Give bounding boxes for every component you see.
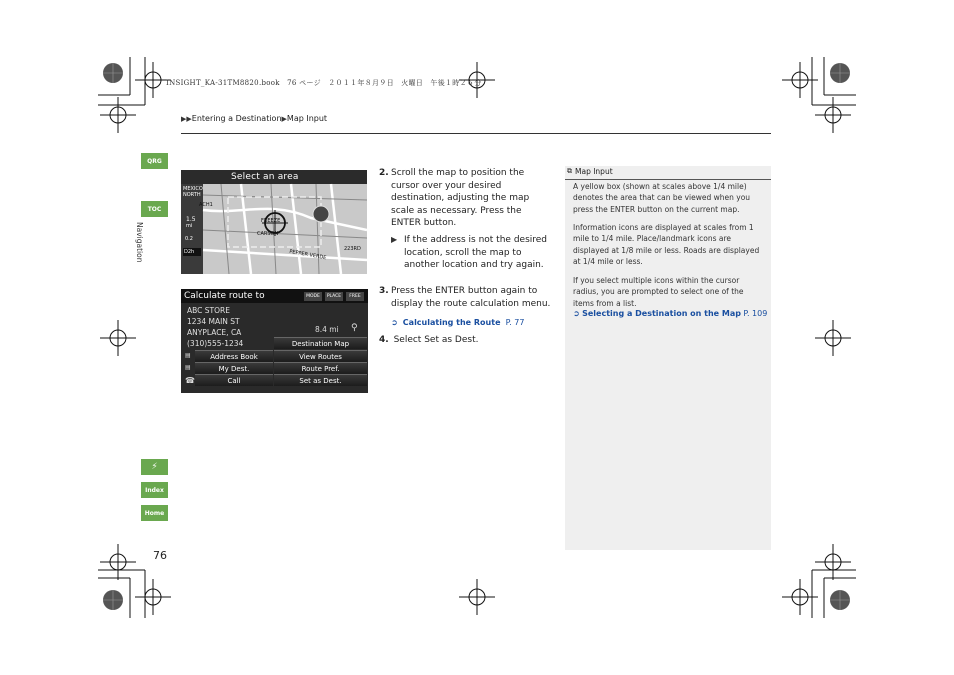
calculating-route-link[interactable]	[391, 310, 524, 329]
step-text: Scroll the map to position the cursor over your desired destination, adjusting the map scale as necessary. Press the ENTER button.	[391, 168, 530, 228]
link-text[interactable]: Selecting a Destination on the Map	[582, 309, 741, 318]
info-sidebox	[565, 166, 771, 550]
step-2-note	[391, 234, 549, 272]
address-book-icon: ▤	[185, 352, 191, 359]
sidebox-header	[565, 166, 771, 180]
section-label: Navigation	[135, 222, 144, 263]
toolbar-free-icon: FREE	[346, 292, 364, 301]
header-rule	[181, 133, 771, 134]
breadcrumb-separator-icon: ▶	[281, 115, 287, 123]
map-label: ACH1	[199, 202, 213, 208]
step-number: 4.	[379, 335, 389, 345]
map-label: CARSON	[257, 231, 279, 237]
tab-toc[interactable]: TOC	[141, 201, 168, 217]
print-header: INSIGHT_KA-31TM8820.book 76 ページ ２０１１年８月９日 火曜日 午後１時２６分	[166, 79, 482, 87]
link-page[interactable]: P. 109	[743, 309, 768, 318]
address-line: ANYPLACE, CA	[187, 328, 242, 337]
my-dest-icon: ▤	[185, 364, 191, 371]
destination-map-button[interactable]: Destination Map	[274, 337, 367, 349]
sidebox-paragraph: A yellow box (shown at scales above 1/4 mile) denotes the area that can be viewed when you press the ENTER button on the current map.	[573, 182, 751, 214]
sidebox-icon: ⧉	[567, 167, 572, 175]
tab-qrg[interactable]: QRG	[141, 153, 168, 169]
step-4	[379, 334, 549, 347]
route-distance: 8.4 mi	[315, 325, 339, 334]
map-label: PEPPER VERDE	[288, 248, 327, 262]
step-number: 3.	[379, 286, 389, 296]
sidebox-paragraph: Information icons are displayed at scales from 1 mile to 1/4 mile. Place/landmark icons are displayed at 1/8 mile or less. Roads are displayed at 1/4 mile or less.	[573, 223, 760, 267]
address-line: 1234 MAIN ST	[187, 317, 240, 326]
step-2	[379, 167, 549, 228]
page-number: 76	[153, 549, 167, 562]
route-pref-button[interactable]: Route Pref.	[274, 362, 367, 374]
set-as-dest-button[interactable]: Set as Dest.	[274, 374, 367, 386]
link-page[interactable]: P. 77	[505, 318, 525, 327]
address-line: (310)555-1234	[187, 339, 244, 348]
map-label: MEXICO	[183, 186, 203, 192]
tab-index[interactable]: Index	[141, 482, 168, 498]
step-text: Select	[393, 335, 422, 345]
xref-icon: ➲	[573, 309, 580, 318]
step-command: Set as Dest.	[424, 335, 479, 345]
note-arrow-icon: ▶	[391, 235, 398, 244]
call-button[interactable]: Call	[195, 374, 273, 386]
map-screen-image	[181, 170, 367, 274]
map-label: FREEZE	[261, 218, 281, 224]
tab-voice[interactable]	[141, 459, 168, 475]
my-dest-button[interactable]: My Dest.	[195, 362, 273, 374]
breadcrumb	[181, 114, 327, 123]
map-scale-unit: mi	[186, 223, 193, 229]
address-line: ABC STORE	[187, 306, 230, 315]
map-screen-title: Select an area	[231, 172, 299, 182]
xref-icon: ➲	[391, 318, 398, 327]
toolbar-mode-icon: MODE	[304, 292, 322, 301]
route-screen-image	[181, 289, 368, 393]
map-label: 223RD	[344, 246, 361, 252]
view-routes-button[interactable]: View Routes	[274, 350, 367, 362]
step-3	[379, 285, 551, 309]
sidebox-paragraph: If you select multiple icons within the cursor radius, you are prompted to select one of the items from a list.	[573, 276, 744, 308]
toolbar-place-icon: PLACE	[326, 294, 342, 299]
link-text[interactable]: Calculating the Route	[402, 318, 501, 327]
map-label: 0.2	[185, 236, 193, 242]
sidebox-title: Map Input	[575, 167, 613, 176]
step-text: Press the ENTER button again to display the route calculation menu.	[391, 286, 551, 309]
map-label: D2h	[184, 249, 195, 255]
step-number: 2.	[379, 168, 389, 178]
tab-home[interactable]: Home	[141, 505, 168, 521]
phone-icon: ☎	[185, 376, 195, 385]
map-label: NORTH	[183, 192, 201, 198]
voice-command-icon: ⚡	[151, 462, 158, 472]
route-screen-title: Calculate route to	[184, 291, 265, 301]
selecting-destination-link[interactable]	[573, 308, 768, 319]
address-book-button[interactable]: Address Book	[195, 350, 273, 362]
map-scale: 1.5	[186, 216, 196, 223]
breadcrumb-arrow-icon: ▶▶	[181, 115, 192, 123]
breadcrumb-level1[interactable]: Entering a Destination	[191, 114, 282, 123]
note-text: If the address is not the desired location, scroll the map to another location and try again.	[404, 235, 548, 270]
breadcrumb-level2[interactable]: Map Input	[286, 114, 328, 123]
compass-icon: ⚲	[351, 323, 358, 333]
